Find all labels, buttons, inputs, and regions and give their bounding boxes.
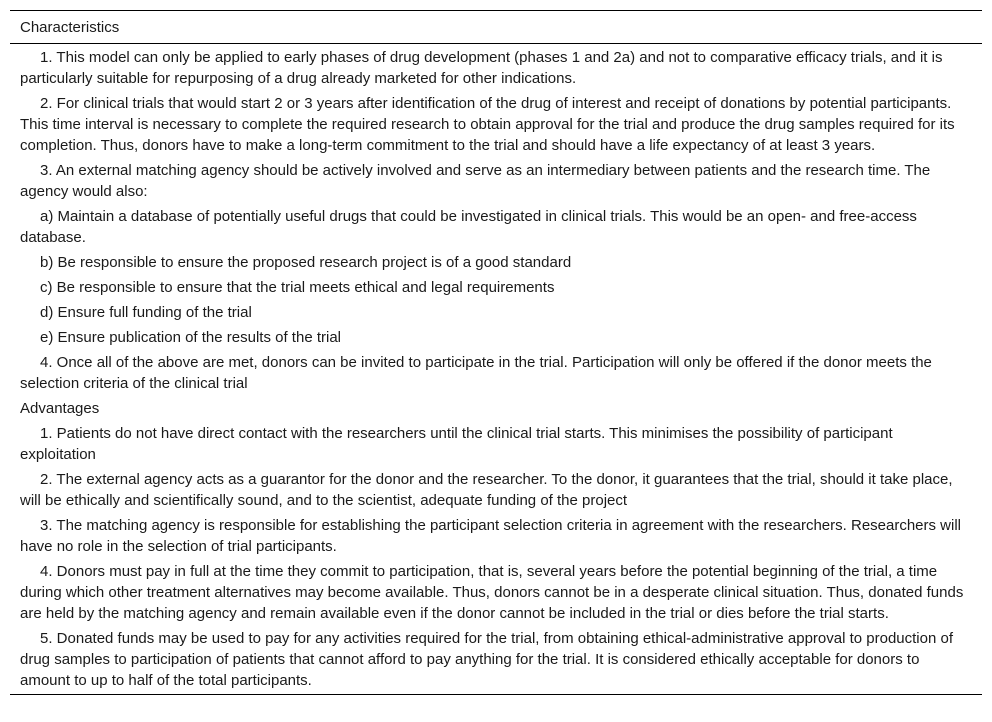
table-cell: 4. Donors must pay in full at the time they commit to participation, that is, several years before the potential beginning of the trial, a time during which other treatment alternatives may become available. Thus, donors cannot be in a desperate clinical situation. Thus, donated funds are held by the matching agency and remain available even if the donor cannot be included in the trial or dies before the trial starts. xyxy=(20,563,964,622)
table-row xyxy=(10,626,982,695)
table-row xyxy=(10,158,982,204)
table-cell: c) Be responsible to ensure that the trial meets ethical and legal requirements xyxy=(40,279,555,296)
table-cell: 2. The external agency acts as a guarantor for the donor and the researcher. To the donor, it guarantees that the trial, should it take place, will be ethically and scientifically sound, and to the scientist, adequate funding of the project xyxy=(20,471,953,509)
table-row xyxy=(10,325,982,350)
table-cell: 2. For clinical trials that would start 2 or 3 years after identification of the drug of interest and receipt of donations by potential participants. This time interval is necessary to complete the required research to obtain approval for the trial and produce the drug samples required for its completion. Thus, donors have to make a long-term commitment to the trial and should have a life expectancy of at least 3 years. xyxy=(20,95,955,154)
table-header-characteristics: Characteristics xyxy=(10,11,982,44)
table-row xyxy=(10,275,982,300)
section-heading-row xyxy=(10,396,982,421)
table-header-row xyxy=(10,11,982,44)
table-cell: a) Maintain a database of potentially useful drugs that could be investigated in clinical trials. This would be an open- and free-access database. xyxy=(20,208,917,246)
table-row xyxy=(10,513,982,559)
table-cell: e) Ensure publication of the results of the trial xyxy=(40,329,341,346)
section-heading-advantages: Advantages xyxy=(20,400,100,417)
table-row xyxy=(10,91,982,158)
table-row xyxy=(10,421,982,467)
table-row xyxy=(10,204,982,250)
table-cell: 3. The matching agency is responsible for establishing the participant selection criteria in agreement with the researchers. Researchers will have no role in the selection of trial participants. xyxy=(20,517,962,555)
table-row xyxy=(10,250,982,275)
characteristics-table xyxy=(10,10,982,695)
table-row xyxy=(10,350,982,396)
table-cell: 5. Donated funds may be used to pay for any activities required for the trial, from obtaining ethical-administrative approval to production of drug samples to participation of patients that cannot afford to pay anything for the trial. It is considered ethically acceptable for donors to amount to up to half of the total participants. xyxy=(20,630,953,689)
table-row xyxy=(10,559,982,626)
table-row xyxy=(10,467,982,513)
table-row xyxy=(10,300,982,325)
table-cell: 1. Patients do not have direct contact with the researchers until the clinical trial starts. This minimises the possibility of participant exploitation xyxy=(20,425,893,463)
table-cell: 1. This model can only be applied to early phases of drug development (phases 1 and 2a) and not to comparative efficacy trials, and it is particularly suitable for repurposing of a drug already marketed for other indications. xyxy=(20,49,943,87)
table-cell: b) Be responsible to ensure the proposed research project is of a good standard xyxy=(40,254,572,271)
table-row xyxy=(10,44,982,92)
table-cell: d) Ensure full funding of the trial xyxy=(40,304,252,321)
characteristics-table-container xyxy=(10,10,982,695)
table-cell: 3. An external matching agency should be actively involved and serve as an intermediary between patients and the research time. The agency would also: xyxy=(20,162,931,200)
table-cell: 4. Once all of the above are met, donors can be invited to participate in the trial. Participation will only be offered if the donor meets the selection criteria of the clinical trial xyxy=(20,354,932,392)
